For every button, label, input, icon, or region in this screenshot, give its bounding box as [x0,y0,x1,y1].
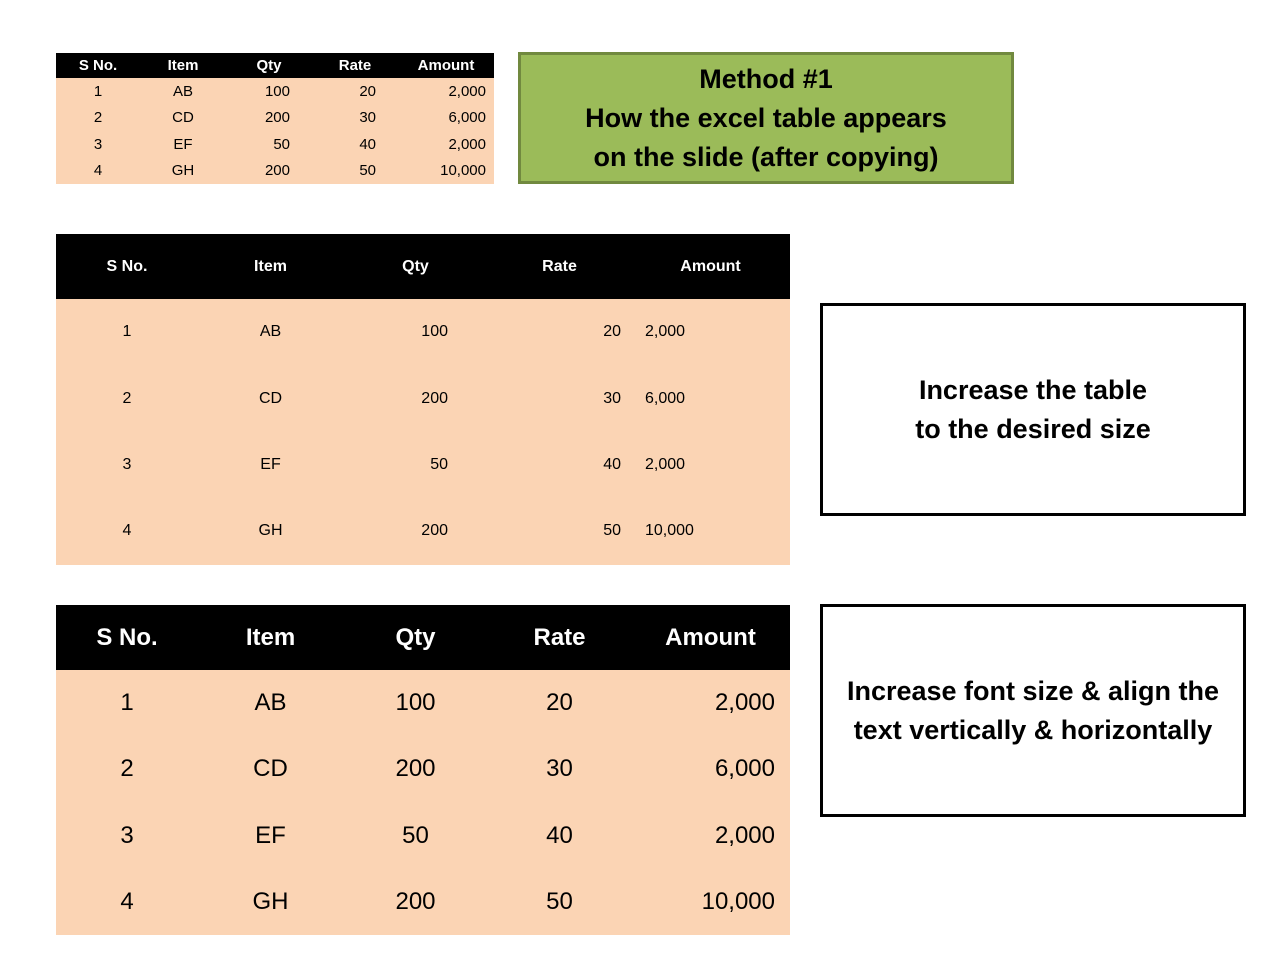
cell-amount: 2,000 [631,299,790,365]
cell-amount: 2,000 [631,803,790,869]
cell-item: EF [140,131,226,158]
table-row [56,498,790,564]
cell-amount: 10,000 [631,498,790,564]
table-row [56,803,790,869]
cell-item: GH [140,158,226,185]
cell-rate: 50 [488,869,631,935]
enlarged-table [56,234,790,565]
cell-item: GH [198,869,343,935]
font-instruction-line1: Increase font size & align the [846,675,1220,706]
font-align-instruction-box [820,604,1246,817]
cell-rate: 40 [312,131,398,158]
header-item: Item [198,234,343,299]
cell-sno: 1 [56,78,140,105]
cell-qty: 200 [226,105,312,132]
cell-qty: 100 [343,670,488,736]
cell-item: CD [198,365,343,431]
copied-excel-table [56,53,494,184]
cell-amount: 6,000 [631,365,790,431]
resize-instruction-line1: Increase the table [918,374,1148,405]
table-row [56,670,790,736]
cell-qty: 200 [343,498,488,564]
header-rate: Rate [488,605,631,670]
cell-sno: 4 [56,158,140,185]
cell-sno: 3 [56,131,140,158]
cell-qty: 50 [343,803,488,869]
cell-qty: 100 [343,299,488,365]
header-amount: Amount [398,53,494,78]
cell-item: AB [198,670,343,736]
table-row [56,869,790,935]
cell-rate: 30 [312,105,398,132]
cell-sno: 1 [56,670,198,736]
cell-amount: 10,000 [631,869,790,935]
cell-item: AB [198,299,343,365]
cell-qty: 200 [343,736,488,802]
table-header-row [56,53,494,78]
header-rate: Rate [312,53,398,78]
header-sno: S No. [56,605,198,670]
header-sno: S No. [56,234,198,299]
cell-item: EF [198,803,343,869]
cell-item: CD [198,736,343,802]
cell-amount: 6,000 [631,736,790,802]
header-qty: Qty [343,234,488,299]
cell-sno: 3 [56,803,198,869]
cell-rate: 50 [488,498,631,564]
resize-instruction-line2: to the desired size [915,413,1151,444]
cell-sno: 3 [56,432,198,498]
cell-item: AB [140,78,226,105]
cell-qty: 200 [343,365,488,431]
cell-sno: 1 [56,299,198,365]
table-row [56,299,790,365]
cell-sno: 2 [56,365,198,431]
cell-item: EF [198,432,343,498]
cell-sno: 4 [56,869,198,935]
table-header-row [56,605,790,670]
cell-amount: 2,000 [398,78,494,105]
resize-instruction-box [820,303,1246,516]
header-qty: Qty [226,53,312,78]
cell-rate: 40 [488,803,631,869]
table-row [56,131,494,158]
header-item: Item [198,605,343,670]
cell-sno: 4 [56,498,198,564]
table-header-row [56,234,790,299]
cell-item: CD [140,105,226,132]
cell-qty: 200 [343,869,488,935]
cell-rate: 20 [312,78,398,105]
formatted-table [56,605,790,935]
method-title-box [518,52,1014,184]
cell-rate: 50 [312,158,398,185]
cell-qty: 50 [226,131,312,158]
cell-item: GH [198,498,343,564]
cell-amount: 6,000 [398,105,494,132]
cell-amount: 2,000 [631,670,790,736]
header-qty: Qty [343,605,488,670]
header-rate: Rate [488,234,631,299]
cell-sno: 2 [56,105,140,132]
cell-amount: 10,000 [398,158,494,185]
cell-qty: 100 [226,78,312,105]
table-row [56,365,790,431]
cell-rate: 40 [488,432,631,498]
cell-amount: 2,000 [631,432,790,498]
cell-rate: 30 [488,365,631,431]
cell-rate: 20 [488,670,631,736]
table-row [56,78,494,105]
cell-qty: 200 [226,158,312,185]
cell-amount: 2,000 [398,131,494,158]
cell-qty: 50 [343,432,488,498]
method-title: Method #1 [699,63,833,94]
cell-rate: 20 [488,299,631,365]
table-row [56,432,790,498]
cell-sno: 2 [56,736,198,802]
header-item: Item [140,53,226,78]
cell-rate: 30 [488,736,631,802]
method-subtitle-line1: How the excel table appears [585,102,947,133]
table-row [56,736,790,802]
table-row [56,158,494,185]
font-instruction-line2: text vertically & horizontally [853,714,1213,745]
header-amount: Amount [631,605,790,670]
method-subtitle-line2: on the slide (after copying) [593,141,939,172]
header-amount: Amount [631,234,790,299]
table-row [56,105,494,132]
header-sno: S No. [56,53,140,78]
